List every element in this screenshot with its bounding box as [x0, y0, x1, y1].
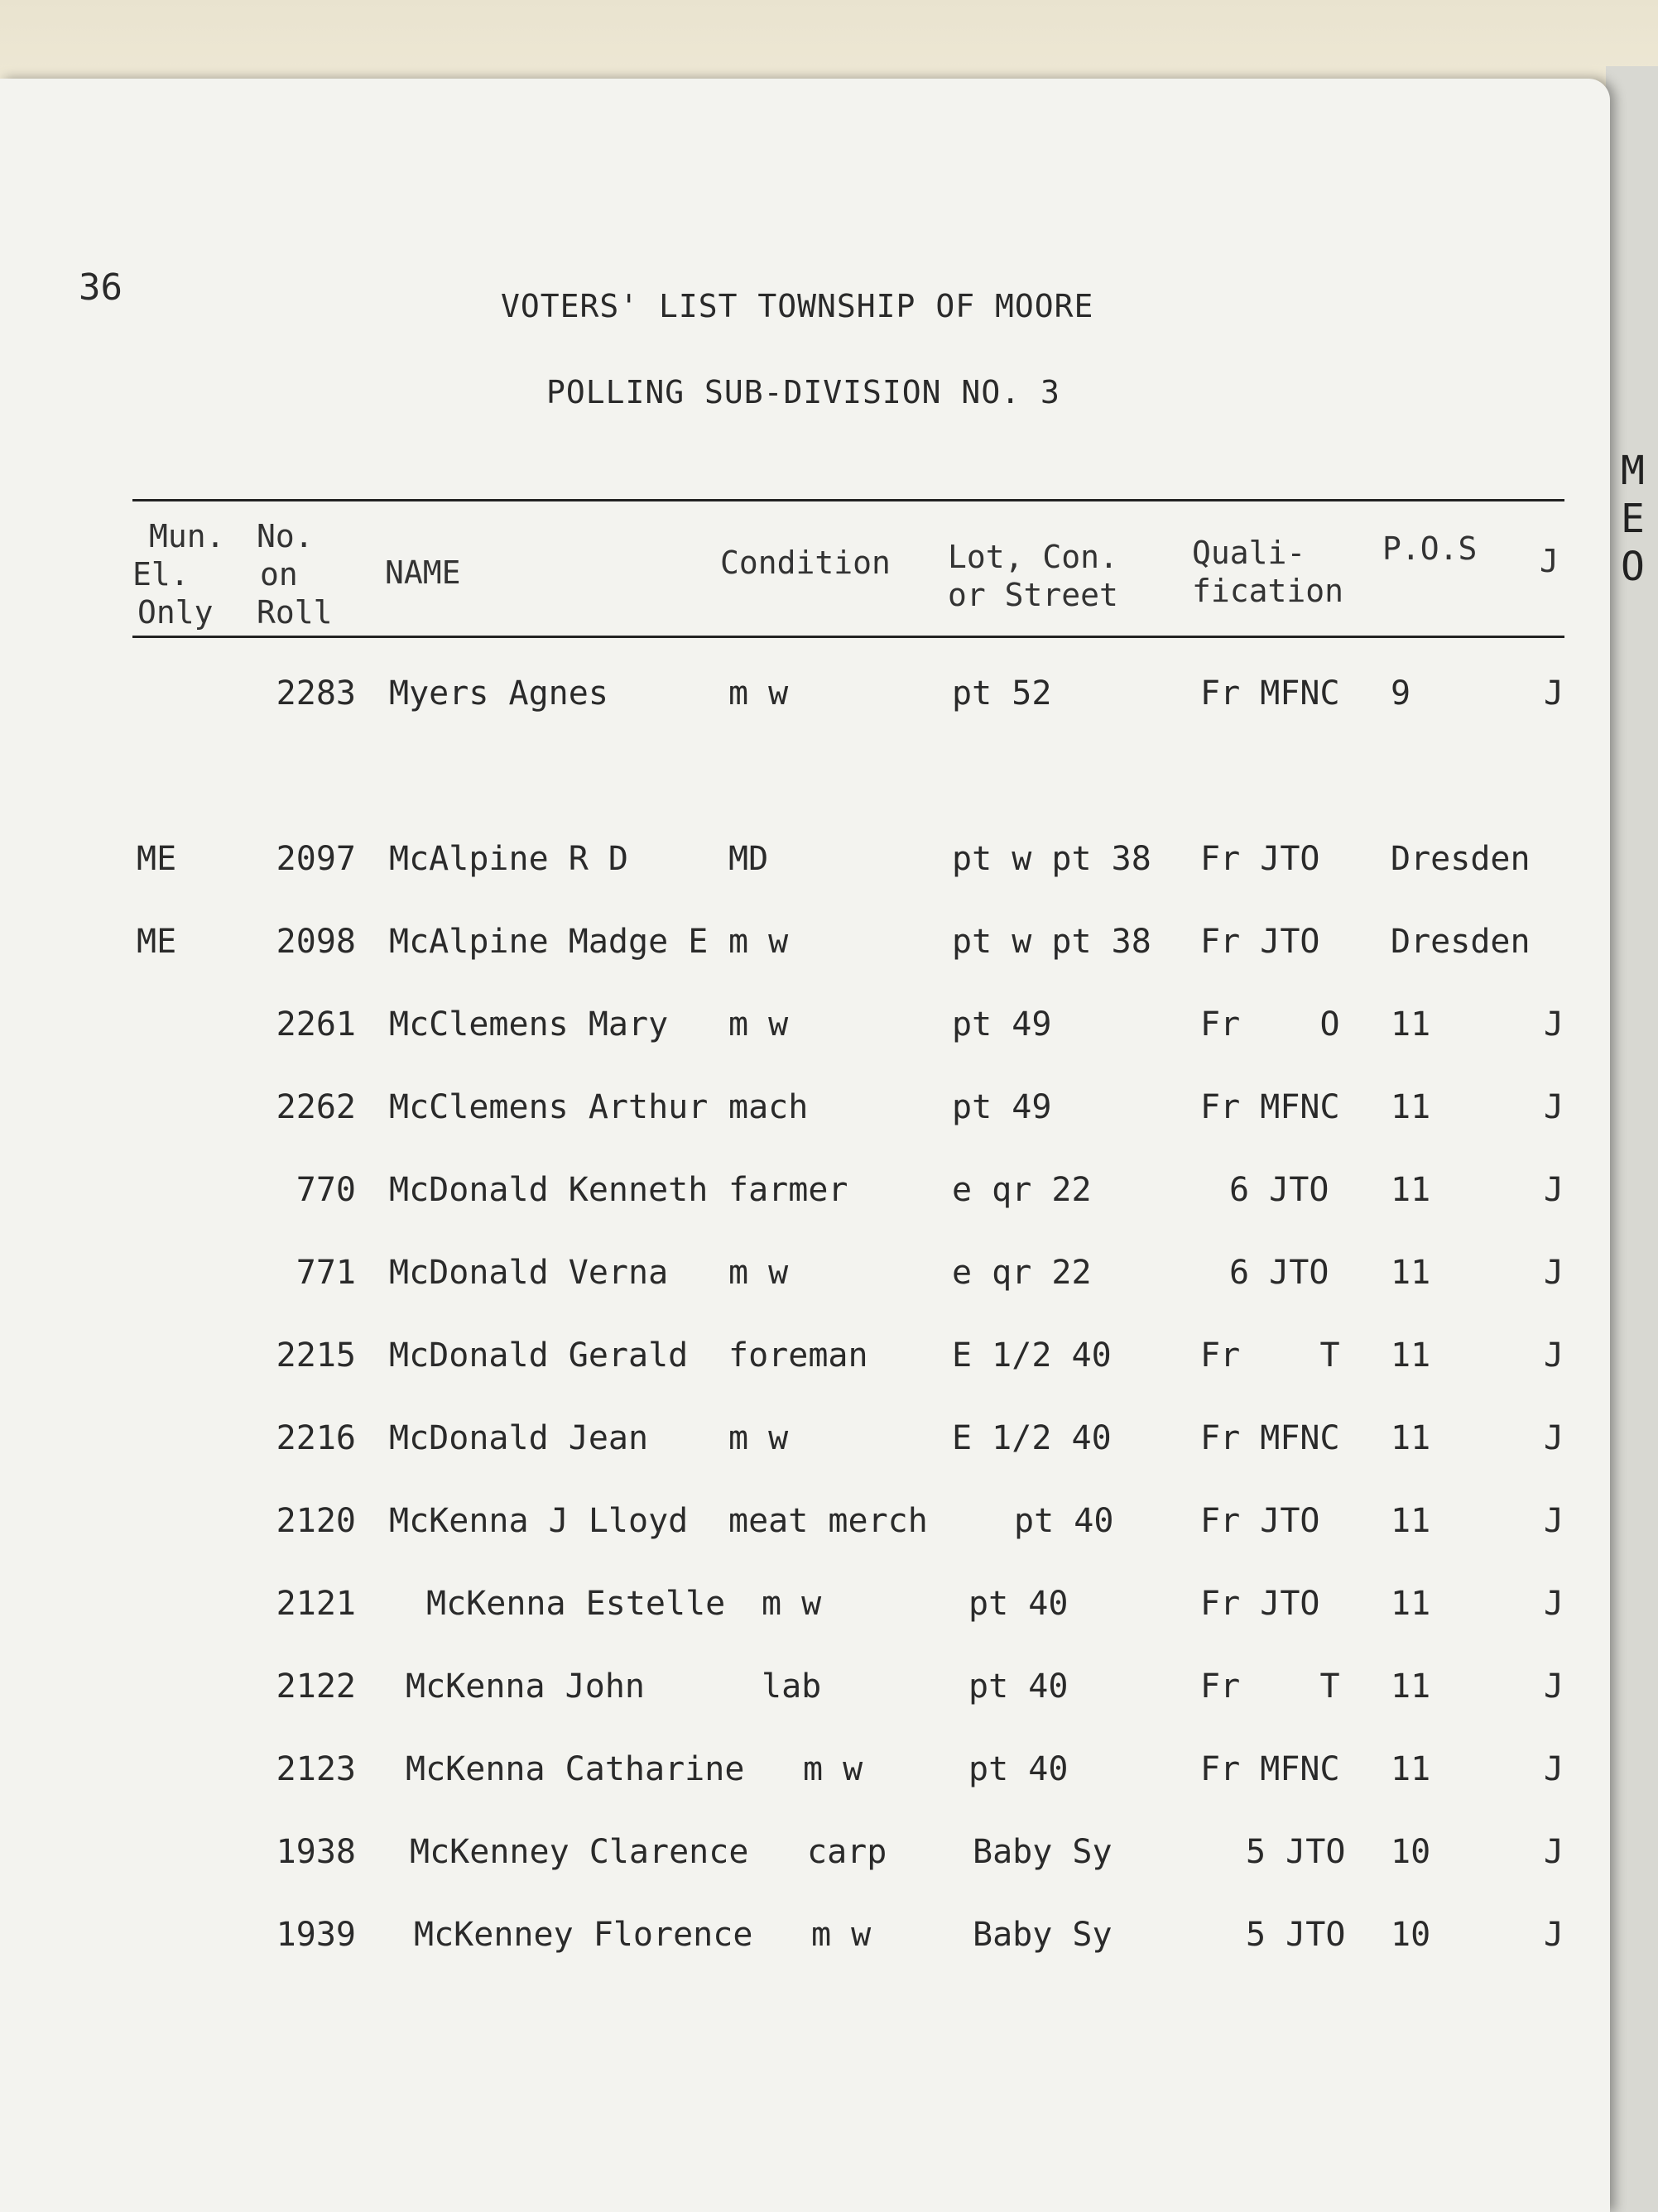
condition-cell: m w: [803, 1750, 863, 1788]
roll-number: 2261: [276, 1005, 356, 1044]
pos-cell: 11: [1391, 1336, 1431, 1375]
lot-cell: e qr 22: [952, 1254, 1092, 1292]
j-cell: J: [1544, 1088, 1564, 1126]
lot-cell: pt 49: [952, 1088, 1052, 1126]
roll-number: 2098: [276, 923, 356, 961]
voter-name: Myers Agnes: [389, 674, 608, 713]
qualification-cell: Fr MFNC: [1200, 674, 1340, 713]
table-row: [0, 1585, 1610, 1643]
lot-cell: pt w pt 38: [952, 923, 1151, 961]
qualification-cell: Fr MFNC: [1200, 1419, 1340, 1457]
pos-cell: 10: [1391, 1833, 1431, 1871]
lot-cell: pt 52: [952, 674, 1052, 713]
condition-cell: m w: [728, 1419, 789, 1457]
table-row: [0, 1336, 1610, 1394]
pos-cell: 11: [1391, 1667, 1431, 1706]
voter-name: McAlpine R D: [389, 840, 628, 878]
table-row: [0, 840, 1610, 898]
roll-number: 2121: [276, 1585, 356, 1623]
condition-cell: m w: [811, 1916, 872, 1954]
pos-cell: 9: [1391, 674, 1411, 713]
header-qualification: Quali- fication: [1192, 535, 1344, 609]
edge-letter: O: [1621, 544, 1645, 590]
header-mun-el-only: Mun. El. Only: [132, 518, 225, 631]
table-row: [0, 1088, 1610, 1146]
lot-cell: Baby Sy: [973, 1833, 1113, 1871]
header-pos: P.O.S: [1382, 530, 1478, 567]
condition-cell: MD: [728, 840, 769, 878]
condition-cell: lab: [762, 1667, 822, 1706]
table-row: [0, 1667, 1610, 1725]
condition-cell: m w: [728, 923, 789, 961]
voter-name: McDonald Verna: [389, 1254, 669, 1292]
table-row: [0, 1502, 1610, 1560]
header-top-rule: [132, 499, 1564, 501]
voter-name: McKenney Florence: [414, 1916, 753, 1954]
lot-cell: pt 40: [1014, 1502, 1114, 1540]
voter-name: McKenna Estelle: [426, 1585, 726, 1623]
lot-cell: pt 40: [968, 1585, 1069, 1623]
pos-cell: Dresden: [1391, 840, 1531, 878]
j-cell: J: [1544, 1916, 1564, 1954]
mun-cell: ME: [137, 840, 177, 878]
pos-cell: 11: [1391, 1005, 1431, 1044]
header-lot-con: Lot, Con. or Street: [948, 539, 1118, 613]
condition-cell: meat merch: [728, 1502, 928, 1540]
j-cell: J: [1544, 1336, 1564, 1375]
table-row: [0, 1750, 1610, 1808]
table-row: [0, 674, 1610, 732]
qualification-cell: Fr JTO: [1200, 1502, 1320, 1540]
qualification-cell: Fr JTO: [1200, 840, 1320, 878]
adjacent-page-letters: [1621, 447, 1658, 591]
voter-name: McClemens Arthur: [389, 1088, 709, 1126]
mun-cell: ME: [137, 923, 177, 961]
table-row: [0, 1254, 1610, 1312]
voter-name: McKenna John: [406, 1667, 645, 1706]
lot-cell: Baby Sy: [973, 1916, 1113, 1954]
pos-cell: 10: [1391, 1916, 1431, 1954]
voter-name: McAlpine Madge E: [389, 923, 709, 961]
pos-cell: 11: [1391, 1419, 1431, 1457]
page-subtitle: POLLING SUB-DIVISION NO. 3: [546, 374, 1060, 410]
condition-cell: mach: [728, 1088, 809, 1126]
qualification-cell: Fr MFNC: [1200, 1088, 1340, 1126]
roll-number: 2097: [276, 840, 356, 878]
voter-name: McKenna J Lloyd: [389, 1502, 689, 1540]
pos-cell: 11: [1391, 1585, 1431, 1623]
qualification-cell: Fr JTO: [1200, 1585, 1320, 1623]
roll-number: 2120: [276, 1502, 356, 1540]
voter-name: McDonald Kenneth: [389, 1171, 709, 1209]
roll-number: 2122: [276, 1667, 356, 1706]
table-row: [0, 923, 1610, 981]
qualification-cell: Fr JTO: [1200, 923, 1320, 961]
pos-cell: 11: [1391, 1502, 1431, 1540]
table-row: [0, 1833, 1610, 1891]
j-cell: J: [1544, 674, 1564, 713]
pos-cell: 11: [1391, 1088, 1431, 1126]
lot-cell: E 1/2 40: [952, 1336, 1112, 1375]
pos-cell: Dresden: [1391, 923, 1531, 961]
condition-cell: farmer: [728, 1171, 848, 1209]
j-cell: J: [1544, 1667, 1564, 1706]
qualification-cell: 6 JTO: [1229, 1254, 1329, 1292]
table-row: [0, 1171, 1610, 1229]
qualification-cell: 6 JTO: [1229, 1171, 1329, 1209]
condition-cell: m w: [762, 1585, 822, 1623]
header-name: NAME: [385, 554, 461, 591]
table-row: [0, 1005, 1610, 1063]
qualification-cell: Fr O: [1200, 1005, 1340, 1044]
lot-cell: pt 49: [952, 1005, 1052, 1044]
roll-number: 2123: [276, 1750, 356, 1788]
j-cell: J: [1544, 1750, 1564, 1788]
lot-cell: E 1/2 40: [952, 1419, 1112, 1457]
page-title: VOTERS' LIST TOWNSHIP OF MOORE: [501, 288, 1094, 324]
pos-cell: 11: [1391, 1254, 1431, 1292]
voter-name: McKenna Catharine: [406, 1750, 745, 1788]
lot-cell: pt 40: [968, 1750, 1069, 1788]
roll-number: 2262: [276, 1088, 356, 1126]
condition-cell: m w: [728, 1005, 789, 1044]
j-cell: J: [1544, 1585, 1564, 1623]
j-cell: J: [1544, 1833, 1564, 1871]
pos-cell: 11: [1391, 1171, 1431, 1209]
condition-cell: m w: [728, 674, 789, 713]
roll-number: 2215: [276, 1336, 356, 1375]
condition-cell: m w: [728, 1254, 789, 1292]
roll-number: 1938: [276, 1833, 356, 1871]
table-row: [0, 1916, 1610, 1974]
j-cell: J: [1544, 1419, 1564, 1457]
pos-cell: 11: [1391, 1750, 1431, 1788]
qualification-cell: 5 JTO: [1246, 1833, 1346, 1871]
edge-letter: E: [1621, 496, 1645, 542]
lot-cell: pt w pt 38: [952, 840, 1151, 878]
voter-name: McDonald Jean: [389, 1419, 649, 1457]
edge-letter: M: [1621, 448, 1645, 494]
voter-name: McKenney Clarence: [410, 1833, 749, 1871]
j-cell: J: [1544, 1502, 1564, 1540]
qualification-cell: Fr T: [1200, 1336, 1340, 1375]
roll-number: 1939: [276, 1916, 356, 1954]
header-j: J: [1540, 543, 1559, 579]
roll-number: 771: [296, 1254, 356, 1292]
adjacent-page-edge: [1606, 66, 1658, 2212]
j-cell: J: [1544, 1254, 1564, 1292]
j-cell: J: [1544, 1171, 1564, 1209]
j-cell: J: [1544, 1005, 1564, 1044]
lot-cell: e qr 22: [952, 1171, 1092, 1209]
voter-name: McDonald Gerald: [389, 1336, 689, 1375]
header-no-on-roll: No. on Roll: [257, 518, 333, 631]
roll-number: 2216: [276, 1419, 356, 1457]
condition-cell: foreman: [728, 1336, 868, 1375]
page-number: 36: [79, 266, 123, 309]
voter-name: McClemens Mary: [389, 1005, 669, 1044]
roll-number: 770: [296, 1171, 356, 1209]
lot-cell: pt 40: [968, 1667, 1069, 1706]
condition-cell: carp: [807, 1833, 887, 1871]
header-condition: Condition: [720, 545, 891, 581]
qualification-cell: Fr T: [1200, 1667, 1340, 1706]
roll-number: 2283: [276, 674, 356, 713]
table-row: [0, 1419, 1610, 1477]
qualification-cell: 5 JTO: [1246, 1916, 1346, 1954]
qualification-cell: Fr MFNC: [1200, 1750, 1340, 1788]
header-bottom-rule: [132, 636, 1564, 638]
